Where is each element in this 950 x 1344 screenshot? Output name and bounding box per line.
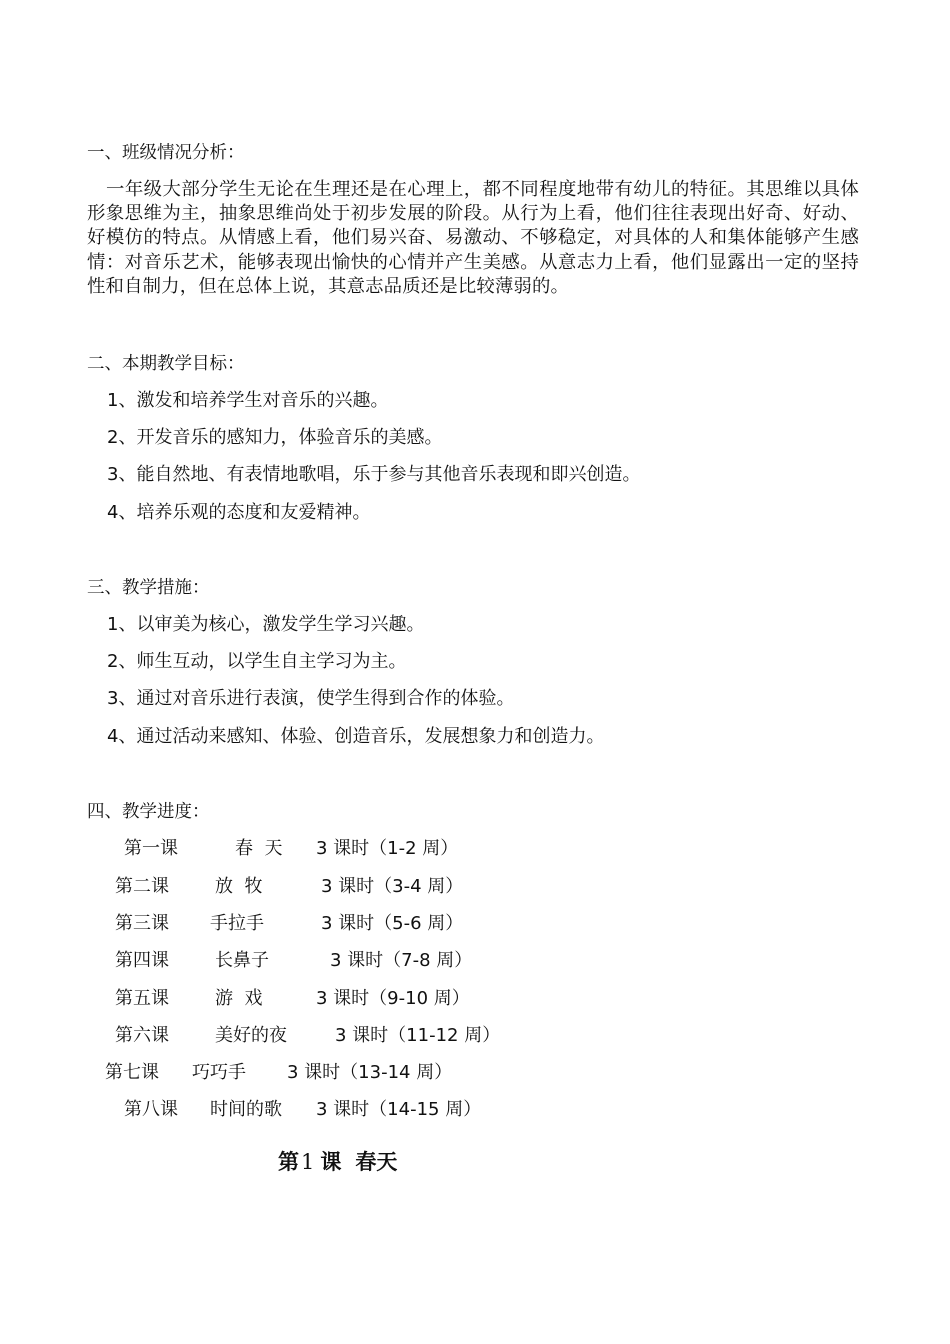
lesson-title — [278, 1148, 397, 1176]
schedule-hours: 3 课时（14-15 周） — [316, 1099, 482, 1120]
schedule-hours: 3 课时（9-10 周） — [316, 988, 470, 1009]
lesson-title-name: 春天 — [355, 1149, 398, 1174]
schedule-title: 巧巧手 — [192, 1062, 246, 1083]
goal-item: 2、开发音乐的感知力，体验音乐的美感。 — [107, 427, 443, 448]
section-heading-schedule: 四、教学进度： — [87, 802, 210, 822]
section-heading-measures: 三、教学措施： — [87, 578, 210, 598]
schedule-hours: 3 课时（5-6 周） — [321, 913, 464, 934]
schedule-hours: 3 课时（1-2 周） — [316, 838, 459, 859]
lesson-title-number: 1 — [301, 1150, 315, 1174]
schedule-title: 长鼻子 — [215, 950, 269, 971]
schedule-lesson: 第八课 — [124, 1099, 178, 1120]
goal-item: 3、能自然地、有表情地歌唱，乐于参与其他音乐表现和即兴创造。 — [107, 464, 641, 485]
schedule-lesson: 第三课 — [115, 913, 169, 934]
section-heading-analysis: 一、班级情况分析： — [87, 143, 245, 163]
schedule-title: 春 天 — [235, 838, 283, 859]
schedule-lesson: 第七课 — [105, 1062, 159, 1083]
schedule-lesson: 第四课 — [115, 950, 169, 971]
lesson-title-prefix: 第 — [278, 1149, 299, 1174]
schedule-hours: 3 课时（7-8 周） — [330, 950, 473, 971]
schedule-hours: 3 课时（13-14 周） — [287, 1062, 453, 1083]
schedule-lesson: 第二课 — [115, 876, 169, 897]
lesson-title-suffix: 课 — [320, 1149, 342, 1174]
schedule-hours: 3 课时（11-12 周） — [335, 1025, 501, 1046]
measure-item: 2、师生互动，以学生自主学习为主。 — [107, 651, 407, 672]
goal-item: 4、培养乐观的态度和友爱精神。 — [107, 502, 371, 523]
measure-item: 3、通过对音乐进行表演，使学生得到合作的体验。 — [107, 688, 515, 709]
schedule-lesson: 第一课 — [124, 838, 178, 859]
schedule-title: 手拉手 — [210, 913, 264, 934]
section-heading-goals: 二、本期教学目标： — [87, 354, 245, 374]
schedule-hours: 3 课时（3-4 周） — [321, 876, 464, 897]
measure-item: 4、通过活动来感知、体验、创造音乐，发展想象力和创造力。 — [107, 726, 605, 747]
schedule-title: 美好的夜 — [215, 1025, 287, 1046]
schedule-lesson: 第五课 — [115, 988, 169, 1009]
measure-item: 1、以审美为核心，激发学生学习兴趣。 — [107, 614, 425, 635]
analysis-paragraph: 一年级大部分学生无论在生理还是在心理上，都不同程度地带有幼儿的特征。其思维以具体形象思维为主，抽象思维尚处于初步发展的阶段。从行为上看，他们往往表现出好奇、好动、好模仿的特点。从情感上看，他们易兴奋、易激动、不够稳定，对具体的人和集体能够产生感情：对音乐艺术，能够表现出愉快的心情并产生美感。从意志力上看，他们显露出一定的坚持性和自制力，但在总体上说，其意志品质还是比较薄弱的。 — [87, 179, 859, 297]
schedule-title: 时间的歌 — [210, 1099, 282, 1120]
schedule-title: 游 戏 — [215, 988, 263, 1009]
schedule-lesson: 第六课 — [115, 1025, 169, 1046]
goal-item: 1、激发和培养学生对音乐的兴趣。 — [107, 390, 389, 411]
schedule-title: 放 牧 — [215, 876, 263, 897]
